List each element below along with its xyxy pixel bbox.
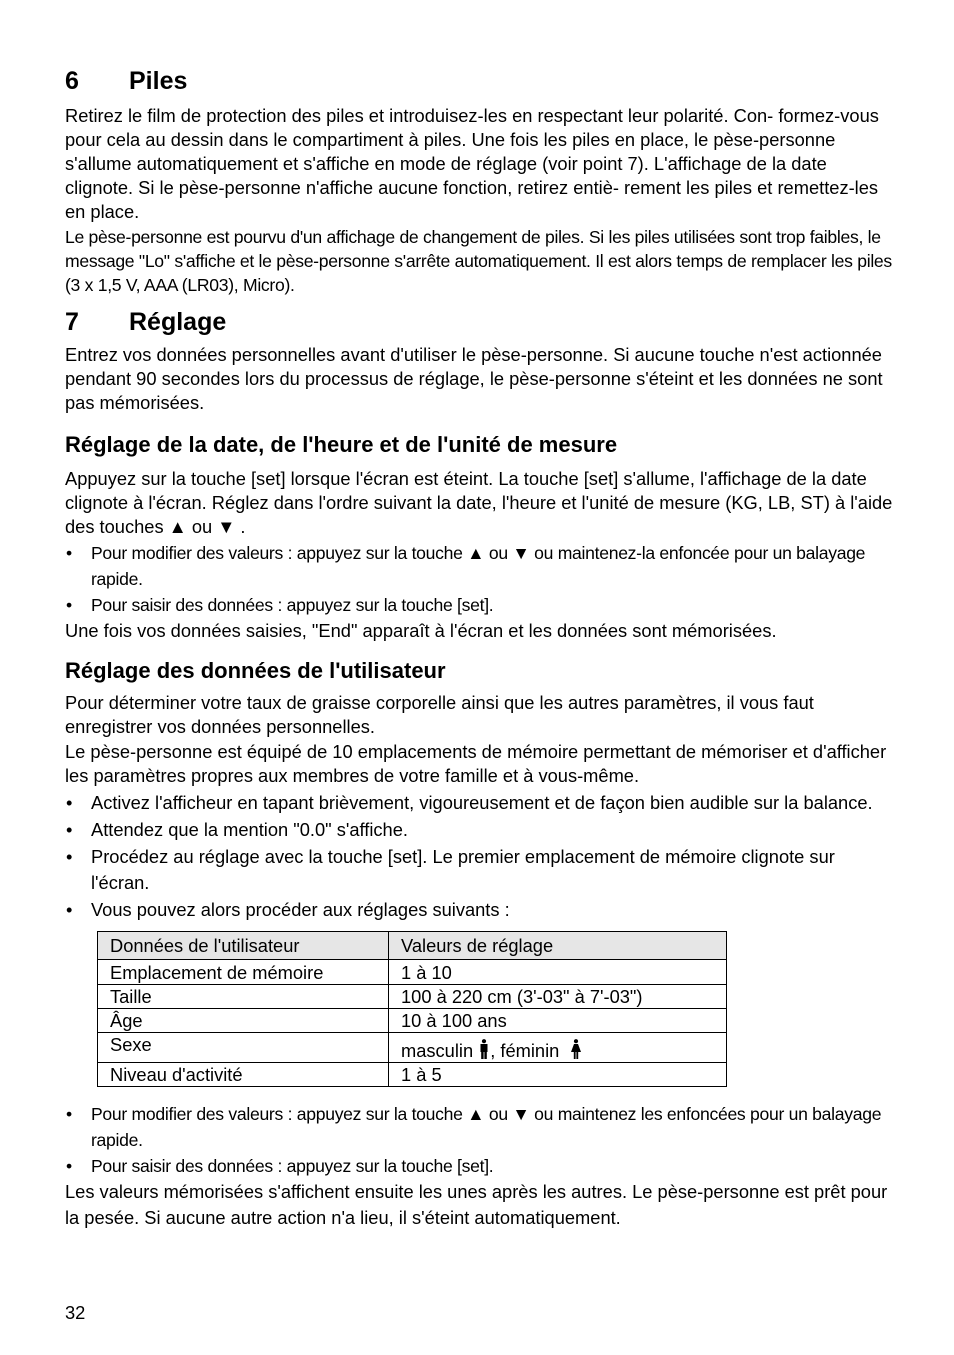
section-7-title: Réglage [129,308,227,336]
sexe-male-label: masculin [401,1040,474,1061]
table-row [98,1063,727,1087]
table-cell: 10 à 100 ans [389,1009,727,1033]
user-data-paragraph-2: Le pèse-personne est équipé de 10 emplacements de mémoire permettant de mémoriser et d'afficher les paramètres propres aux membres de votre famille et à vous-même. [65,741,887,786]
list-item: • Vous pouvez alors procéder aux réglages suivants : [65,897,895,923]
bullet-icon: • [66,543,72,563]
reglage-paragraph-1: Entrez vos données personnelles avant d'utiliser le pèse-personne. Si aucune touche n'est actionnée pendant 90 secondes lors du processus de réglage, le pèse-personne s'éteint et les données ne sont pas mémorisées. [65,344,883,413]
bullet-icon: • [66,595,72,615]
list-item: • Pour modifier des valeurs : appuyez sur la touche ▲ ou ▼ ou maintenez les enfoncées pour un balayage rapide. [65,1101,895,1153]
list-item: • Pour modifier des valeurs : appuyez sur la touche ▲ ou ▼ ou maintenez-la enfoncée pour un balayage rapide. [65,540,895,592]
page-content [65,60,895,1231]
table-cell: 1 à 5 [389,1063,727,1087]
bullet-icon: • [66,1156,72,1176]
table-cell-sexe [389,1033,727,1063]
table-header-row [98,932,727,960]
section-6-title: Piles [129,67,188,95]
table-row [98,1009,727,1033]
table-row [98,1033,727,1063]
list-item: • Pour saisir des données : appuyez sur la touche [set]. [65,1153,895,1179]
list-item: • Procédez au réglage avec la touche [set]. Le premier emplacement de mémoire clignote sur l'écran. [66,846,835,893]
male-person-icon [478,1039,490,1059]
section-6-heading [65,66,895,96]
bullet-icon: • [66,899,73,920]
date-setting-paragraph: Appuyez sur la touche [set] lorsque l'écran est éteint. La touche [set] s'allume, l'affichage de la date clignote à l'écran. Réglez dans l'ordre suivant la date, l'heure et l'unité de mesure (KG, LB, ST) à l'aide des touches ▲ ou ▼ . [65,468,893,537]
table-cell: 1 à 10 [389,960,727,985]
table-header-cell: Données de l'utilisateur [98,932,389,960]
piles-paragraph-2: Le pèse-personne est pourvu d'un affichage de changement de piles. Si les piles utilisées sont trop faibles, le message "Lo" s'affiche et le pèse-personne s'arrête automatiquement. Il est alors temps de remplacer les piles (3 x 1,5 V, AAA (LR03), Micro). [65,227,892,295]
date-setting-end-paragraph: Une fois vos données saisies, "End" apparaît à l'écran et les données sont mémorisées. [65,620,777,641]
bullet-icon: • [66,819,73,840]
female-person-icon [570,1039,582,1059]
table-cell: Niveau d'activité [98,1063,389,1087]
section-7-number: 7 [65,308,79,336]
table-cell: Taille [98,985,389,1009]
user-data-final-paragraph: Les valeurs mémorisées s'affichent ensuite les unes après les autres. Le pèse-personne est prêt pour la pesée. Si aucune autre action n'a lieu, il s'éteint automatiquement. [65,1181,888,1228]
page-number: 32 [65,1302,86,1323]
sexe-female-label: , féminin [490,1040,560,1061]
user-data-bullets [65,790,895,923]
bullet-icon: • [66,1104,72,1124]
table-cell: Âge [98,1009,389,1033]
table-header-cell: Valeurs de réglage [389,932,727,960]
list-item: • Attendez que la mention "0.0" s'affiche. [65,817,895,843]
user-data-heading: Réglage des données de l'utilisateur [65,658,446,683]
user-data-paragraph-1: Pour déterminer votre taux de graisse corporelle ainsi que les autres paramètres, il vous faut enregistrer vos données personnelles. [65,692,814,737]
table-cell: 100 à 220 cm (3'-03" à 7'-03") [389,985,727,1009]
section-7-heading [65,307,895,337]
piles-paragraph-1: Retirez le film de protection des piles et introduisez-les en respectant leur polarité. Con- formez-vous pour cela au dessin dans le compartiment à piles. Une fois les piles en place, le pèse-personne s'allume automatiquement et s'affiche en mode de réglage (voir point 7). L'affichage de la date clignote. Si le pèse-personne n'affiche aucune fonction, retirez entiè- rement les piles et remettez-les en place. [65,105,879,222]
list-item: • Activez l'afficheur en tapant brièvement, vigoureusement et de façon bien audible sur la balance. [65,790,895,816]
user-data-bullets-2 [65,1101,895,1179]
user-settings-table [97,931,727,1087]
table-row [98,985,727,1009]
table-cell: Sexe [98,1033,389,1063]
bullet-icon: • [66,792,73,813]
list-item: • Pour saisir des données : appuyez sur la touche [set]. [65,592,895,618]
section-6-number: 6 [65,67,79,95]
date-setting-heading: Réglage de la date, de l'heure et de l'unité de mesure [65,432,618,457]
bullet-icon: • [66,846,73,867]
table-row [98,960,727,985]
table-cell: Emplacement de mémoire [98,960,389,985]
date-setting-bullets [65,540,895,618]
